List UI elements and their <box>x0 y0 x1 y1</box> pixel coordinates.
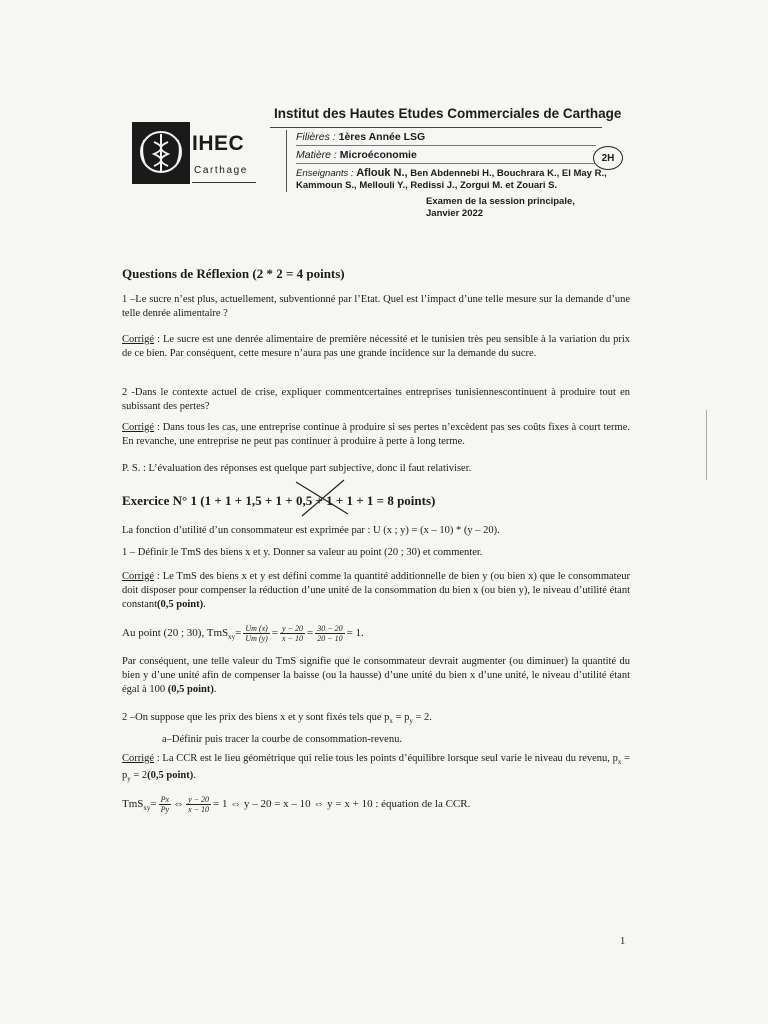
answer-1: Corrigé : Le sucre est une denrée alimentaire de première nécessité et le tunisien très peu sensible à la variation du prix de ce bien. Par conséquent, cette mesure n’aura pas une grande incidence sur la demande du sucre. <box>122 334 630 359</box>
exercise-q2: 2 –On suppose que les prix des biens x et y sont fixés tels que $p_x = p_y = 2$. <box>122 712 432 726</box>
ihec-emblem-icon <box>132 122 190 184</box>
question-2: 2 -Dans le contexte actuel de crise, expliquer commentcertaines entreprises tunisiennescontinuent à produire tout en subissant des pertes? <box>122 387 630 412</box>
exercise-title: Exercice N° 1 (1 + 1 + 1,5 + 1 + 0,5 + 1 + 1 + 1 = 8 points) <box>122 493 436 508</box>
exercise-q1: 1 – Définir le TmS des biens x et y. Donner sa valeur au point (20 ; 30) et commenter. <box>122 547 483 558</box>
matiere-line: Matière : Microéconomie <box>296 149 417 161</box>
enseignants-line: Enseignants : Aflouk N., Ben Abdennebi H., Bouchrara K., El May R., <box>296 167 607 179</box>
ccr-equation: TmS$_{xy}$= $\frac{Px}{Py}$ ⇔ $\frac{y - 20}{x - 10}$ = 1 ⇔ y – 20 = x – 10 ⇔ y = x + 10 : équation de la CCR. <box>122 795 471 814</box>
enseignants-line-2: Kammoun S., Mellouli Y., Redissi J., Zorgui M. et Zouari S. <box>296 180 558 191</box>
duration-badge: 2H <box>593 146 623 170</box>
institution-name: Institut des Hautes Etudes Commerciales de Carthage <box>274 106 622 121</box>
exercise-answer-1: Corrigé : Le TmS des biens x et y est défini comme la quantité additionnelle de bien y (ou bien x) que le consommateur doit disposer pour compenser la réduction d’une unité de la consommation du bien x (ou bien y), le niveau d’utilité étant constant(0,5 point). <box>122 571 630 610</box>
page-number: 1 <box>620 936 626 947</box>
crossed-out-mark-icon <box>292 478 352 518</box>
filieres-line: Filières : 1ères Année LSG <box>296 131 426 143</box>
tms-equation: Au point (20 ; 30), TmS$_{xy}$= $\frac{Um (x)}{Um (y)}$ = $\frac{y - 20}{x - 10}$ = $\frac{30 - 20}{20 - 10}$ = 1. <box>122 624 364 643</box>
utility-function: La fonction d’utilité d’un consommateur est exprimée par : U (x ; y) = (x – 10) * (y – 20). <box>122 525 500 536</box>
logo-wordmark: IHEC <box>192 132 245 155</box>
exam-session: Examen de la session principale, <box>426 196 575 207</box>
meta-divider <box>296 145 596 146</box>
tms-interpretation: Par conséquent, une telle valeur du TmS signifie que le consommateur devrait augmenter (ou diminuer) la quantité du bien y d’une unité afin de compenser la baisse (ou la hausse) d’une unité du bien x d’une unité, le niveau d’utilité étant égal à 100 (0,5 point). <box>122 656 630 695</box>
header-divider <box>270 127 602 128</box>
scan-edge-line <box>706 410 707 480</box>
logo-city: Carthage <box>194 165 248 176</box>
logo-divider <box>192 182 256 183</box>
section-title: Questions de Réflexion (2 * 2 = 4 points) <box>122 266 345 281</box>
exercise-q2a: a–Définir puis tracer la courbe de consommation-revenu. <box>162 734 402 745</box>
question-1: 1 –Le sucre n’est plus, actuellement, subventionné par l’Etat. Quel est l’impact d’une telle mesure sur la demande d’une telle denrée alimentaire ? <box>122 294 630 319</box>
ps-note: P. S. : L’évaluation des réponses est quelque part subjective, donc il faut relativiser. <box>122 463 472 474</box>
answer-2: Corrigé : Dans tous les cas, une entreprise continue à produire si ses pertes n’excèdent pas ses coûts fixes à court terme. En revanche, une entreprise ne peut pas continuer à produire à perte à long terme. <box>122 422 630 447</box>
exam-date: Janvier 2022 <box>426 208 484 219</box>
header-vertical-divider <box>286 130 287 192</box>
meta-divider <box>296 163 596 164</box>
exercise-answer-2: Corrigé : La CCR est le lieu géométrique qui relie tous les points d’équilibre lorsque seul varie le niveau du revenu, $p_x = p_y = 2(0,5$ point). <box>122 753 630 784</box>
